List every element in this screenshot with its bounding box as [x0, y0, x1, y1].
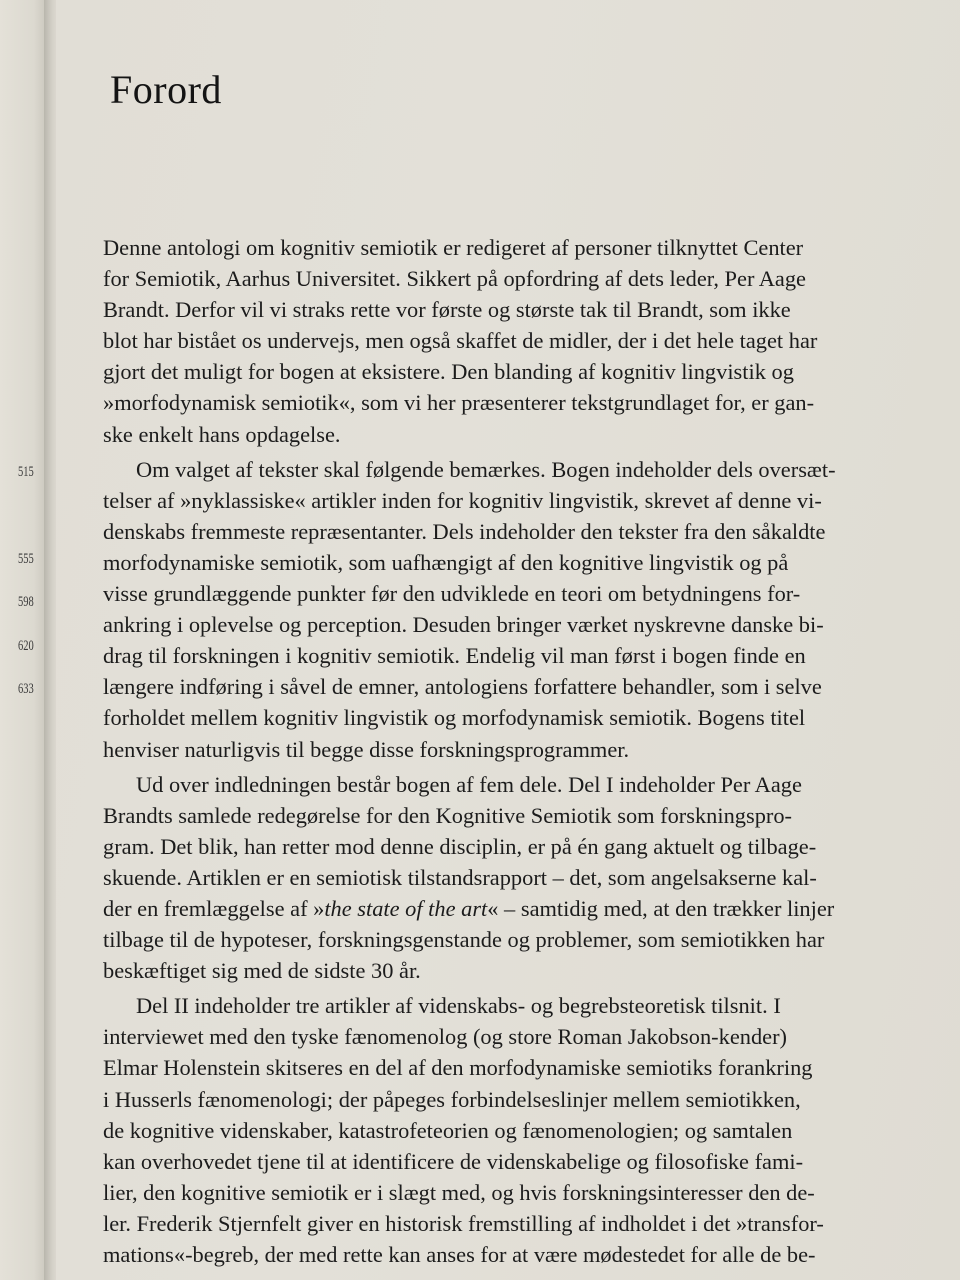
paragraph	[103, 232, 895, 450]
chapter-title: Forord	[110, 67, 222, 112]
text-line: beskæftiget sig med de sidste 30 år.	[103, 958, 421, 984]
text-line: i Husserls fænomenologi; der påpeges forbindelseslinjer mellem semiotikken,	[103, 1086, 801, 1112]
text-line: gram. Det blik, han retter mod denne disciplin, er på én gang aktuelt og tilbage-	[103, 833, 817, 859]
text-line: Denne antologi om kognitiv semiotik er redigeret af personer tilknyttet Center	[103, 235, 804, 260]
text-line: Ud over indledningen består bogen af fem dele. Del I indeholder Per Aage	[136, 771, 802, 797]
margin-page-number: 555	[18, 551, 34, 567]
text-line: længere indføring i såvel de emner, antologiens forfattere behandler, som i selve	[103, 674, 822, 700]
text-line: denskabs fremmeste repræsentanter. Dels indeholder den tekster fra den såkaldte	[103, 518, 826, 544]
paragraph	[103, 769, 895, 987]
text-line: telser af »nyklassiske« artikler inden for kognitiv lingvistik, skrevet af denne vi-	[103, 487, 822, 513]
text-line: morfodynamiske semiotik, som uafhængigt af den kognitive lingvistik og på	[103, 549, 789, 575]
margin-page-number: 633	[18, 681, 34, 697]
margin-page-number: 515	[18, 464, 34, 480]
facing-page-edge	[0, 0, 48, 1280]
text-line: ankring i oplevelse og perception. Desuden bringer værket nyskrevne danske bi-	[103, 612, 824, 638]
text-line: henviser naturligvis til begge disse forskningsprogrammer.	[103, 736, 630, 762]
book-page	[56, 0, 960, 1280]
text-line: skuende. Artiklen er en semiotisk tilstandsrapport – det, som angelsakserne kal-	[103, 864, 817, 890]
text-line: lier, den kognitive semiotik er i slægt med, og hvis forskningsinteresser den de-	[103, 1179, 815, 1205]
text-line: blot har bistået os undervejs, men også skaffet de midler, der i det hele taget har	[103, 328, 818, 354]
text-line: tilbage til de hypoteser, forskningsgenstande og problemer, som semiotikken har	[103, 927, 825, 953]
margin-page-number: 620	[18, 638, 34, 654]
paragraph	[103, 990, 895, 1270]
text-line: Brandts samlede redegørelse for den Kognitive Semiotik som forskningspro-	[103, 802, 792, 828]
text-line: »morfodynamisk semiotik«, som vi her præsenterer tekstgrundlaget for, er gan-	[103, 390, 815, 416]
text-line: interviewet med den tyske fænomenolog (og store Roman Jakobson-kender)	[103, 1024, 787, 1050]
italic-phrase: the state of the art	[324, 895, 488, 921]
text-line: gjort det muligt for bogen at eksistere. Den blanding af kognitiv lingvistik og	[103, 359, 794, 385]
text-line: Brandt. Derfor vil vi straks rette vor første og største tak til Brandt, som ikke	[103, 297, 791, 323]
text-line: mations«-begreb, der med rette kan anses for at være mødestedet for alle de be-	[103, 1242, 816, 1267]
paragraph	[103, 454, 895, 765]
text-line: visse grundlæggende punkter før den udviklede en teori om betydningens for-	[103, 581, 801, 607]
text-line: Elmar Holenstein skitseres en del af den morfodynamiske semiotiks forankring	[103, 1055, 813, 1081]
text-line: drag til forskningen i kognitiv semiotik. Endelig vil man først i bogen finde en	[103, 643, 806, 669]
text-line: forholdet mellem kognitiv lingvistik og morfodynamisk semiotik. Bogens titel	[103, 705, 806, 731]
margin-page-number: 598	[18, 594, 34, 610]
text-line: de kognitive videnskaber, katastrofeteorien og fænomenologien; og samtalen	[103, 1117, 793, 1143]
text-line: Del II indeholder tre artikler af videnskabs- og begrebsteoretisk tilsnit. I	[136, 993, 781, 1019]
text-line: kan overhovedet tjene til at identificere de videnskabelige og filosofiske fami-	[103, 1148, 804, 1174]
text-line: ske enkelt hans opdagelse.	[103, 421, 341, 447]
text-line: for Semiotik, Aarhus Universitet. Sikkert på opfordring af dets leder, Per Aage	[103, 266, 806, 292]
body-text	[103, 232, 895, 1274]
text-line: der en fremlæggelse af »the state of the art« – samtidig med, at den trækker linjer	[103, 895, 835, 921]
text-line: Om valget af tekster skal følgende bemærkes. Bogen indeholder dels oversæt-	[136, 456, 836, 482]
text-line: ler. Frederik Stjernfelt giver en historisk fremstilling af indholdet i det »transfor-	[103, 1210, 824, 1236]
